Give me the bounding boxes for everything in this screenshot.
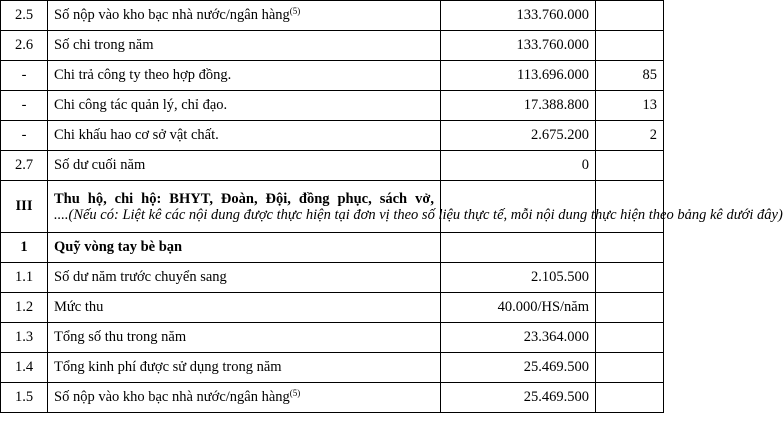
row-number: 2.5 <box>1 1 48 31</box>
row-percent <box>596 151 664 181</box>
row-amount: 2.105.500 <box>441 263 596 293</box>
row-percent <box>596 233 664 263</box>
row-number: - <box>1 121 48 151</box>
row-number: 2.7 <box>1 151 48 181</box>
table-row <box>1 263 664 293</box>
row-percent <box>596 263 664 293</box>
footnote-ref: (5) <box>289 388 301 398</box>
section-heading: Thu hộ, chi hộ: BHYT, Đoàn, Đội, đồng phục, sách vở, <box>54 190 434 207</box>
row-amount: 133.760.000 <box>441 31 596 61</box>
table-row <box>1 1 664 31</box>
row-percent: 85 <box>596 61 664 91</box>
row-description: Số nộp vào kho bạc nhà nước/ngân hàng$^{(5)}$ <box>48 383 441 413</box>
row-number: 2.6 <box>1 31 48 61</box>
row-description: Tổng kinh phí được sử dụng trong năm <box>48 353 441 383</box>
row-number: 1.3 <box>1 323 48 353</box>
row-description: Số dư cuối năm <box>48 151 441 181</box>
row-percent <box>596 323 664 353</box>
row-description: Số chi trong năm <box>48 31 441 61</box>
table-row <box>1 323 664 353</box>
table-row <box>1 31 664 61</box>
row-description: Số dư năm trước chuyển sang <box>48 263 441 293</box>
row-description: Mức thu <box>48 293 441 323</box>
row-amount: 133.760.000 <box>441 1 596 31</box>
row-percent: 2 <box>596 121 664 151</box>
row-number: 1.2 <box>1 293 48 323</box>
table-row <box>1 233 664 263</box>
row-number: 1 <box>1 233 48 263</box>
row-amount: 40.000/HS/năm <box>441 293 596 323</box>
row-number: 1.4 <box>1 353 48 383</box>
row-amount: 2.675.200 <box>441 121 596 151</box>
table-row <box>1 61 664 91</box>
row-percent <box>596 383 664 413</box>
footnote-ref: (5) <box>289 6 301 16</box>
row-amount: 113.696.000 <box>441 61 596 91</box>
row-percent <box>596 353 664 383</box>
row-description: Chi công tác quản lý, chỉ đạo. <box>48 91 441 121</box>
table-row <box>1 181 664 233</box>
table-row <box>1 353 664 383</box>
row-description <box>48 181 783 233</box>
row-percent <box>596 31 664 61</box>
section-note: ....(Nếu có: Liệt kê các nội dung được thực hiện tại đơn vị theo số liệu thực tế, mỗi nội dung thực hiện theo bảng kê dưới đây) <box>54 206 783 223</box>
row-amount: 17.388.800 <box>441 91 596 121</box>
row-description: Tổng số thu trong năm <box>48 323 441 353</box>
row-description: Chi trả công ty theo hợp đồng. <box>48 61 441 91</box>
row-number: - <box>1 61 48 91</box>
row-percent: 13 <box>596 91 664 121</box>
row-amount <box>441 233 596 263</box>
row-number: III <box>1 181 48 233</box>
table-row <box>1 121 664 151</box>
row-amount: 25.469.500 <box>441 353 596 383</box>
table-row <box>1 151 664 181</box>
row-number: - <box>1 91 48 121</box>
table-row <box>1 293 664 323</box>
row-percent <box>596 1 664 31</box>
row-amount: 0 <box>441 151 596 181</box>
row-description: Chi khấu hao cơ sở vật chất. <box>48 121 441 151</box>
row-number: 1.1 <box>1 263 48 293</box>
table-row <box>1 383 664 413</box>
row-amount: 23.364.000 <box>441 323 596 353</box>
row-number: 1.5 <box>1 383 48 413</box>
row-percent <box>596 293 664 323</box>
row-description: Quỹ vòng tay bè bạn <box>48 233 441 263</box>
row-amount: 25.469.500 <box>441 383 596 413</box>
table-row <box>1 91 664 121</box>
row-description: Số nộp vào kho bạc nhà nước/ngân hàng$^{(5)}$ <box>48 1 441 31</box>
